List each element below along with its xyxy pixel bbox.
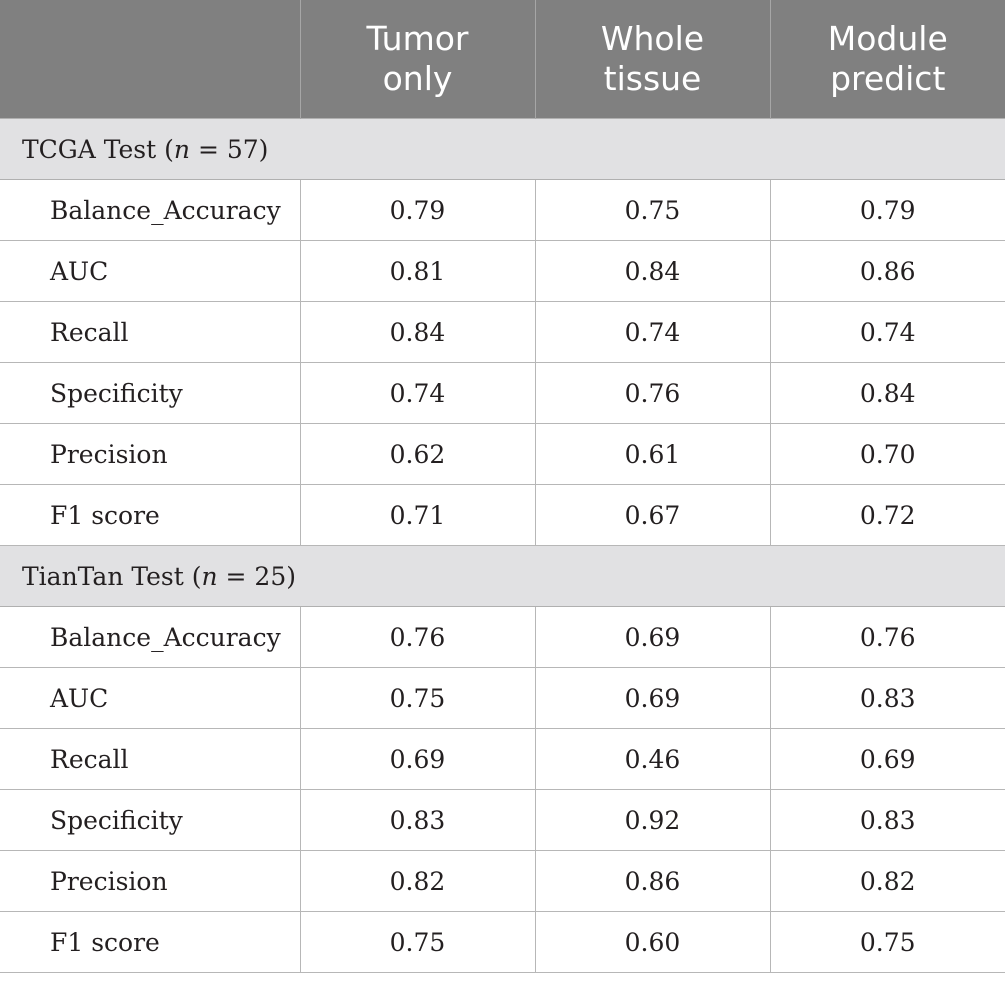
value-tumor-only: 0.82 bbox=[300, 851, 535, 912]
metric-name: Balance_Accuracy bbox=[0, 607, 300, 668]
value-tumor-only: 0.84 bbox=[300, 302, 535, 363]
value-module-predict: 0.70 bbox=[770, 424, 1005, 485]
table-row bbox=[0, 668, 1005, 729]
value-module-predict: 0.72 bbox=[770, 485, 1005, 546]
section-row-tcga bbox=[0, 119, 1005, 180]
table-row bbox=[0, 729, 1005, 790]
section-n-label: n bbox=[201, 561, 218, 591]
value-whole-tissue: 0.61 bbox=[535, 424, 770, 485]
section-row-tiantan bbox=[0, 546, 1005, 607]
section-prefix: TianTan Test ( bbox=[22, 561, 202, 591]
value-module-predict: 0.83 bbox=[770, 790, 1005, 851]
header-line: tissue bbox=[603, 59, 702, 98]
value-whole-tissue: 0.75 bbox=[535, 180, 770, 241]
value-module-predict: 0.86 bbox=[770, 241, 1005, 302]
metric-name: Balance_Accuracy bbox=[0, 180, 300, 241]
section-n-label: n bbox=[173, 134, 190, 164]
value-whole-tissue: 0.60 bbox=[535, 912, 770, 973]
header-module-predict bbox=[770, 0, 1005, 119]
metric-name: Specificity bbox=[0, 363, 300, 424]
value-whole-tissue: 0.69 bbox=[535, 607, 770, 668]
metric-name: F1 score bbox=[0, 912, 300, 973]
value-tumor-only: 0.71 bbox=[300, 485, 535, 546]
value-whole-tissue: 0.74 bbox=[535, 302, 770, 363]
value-whole-tissue: 0.69 bbox=[535, 668, 770, 729]
table-header bbox=[0, 0, 1005, 119]
header-line: Tumor bbox=[366, 19, 469, 58]
table-body bbox=[0, 119, 1005, 973]
value-module-predict: 0.69 bbox=[770, 729, 1005, 790]
header-tumor-only bbox=[300, 0, 535, 119]
section-label bbox=[0, 546, 1005, 607]
value-module-predict: 0.82 bbox=[770, 851, 1005, 912]
table-row bbox=[0, 180, 1005, 241]
value-module-predict: 0.76 bbox=[770, 607, 1005, 668]
table-row bbox=[0, 912, 1005, 973]
value-tumor-only: 0.81 bbox=[300, 241, 535, 302]
value-tumor-only: 0.83 bbox=[300, 790, 535, 851]
value-whole-tissue: 0.86 bbox=[535, 851, 770, 912]
value-module-predict: 0.75 bbox=[770, 912, 1005, 973]
table-row bbox=[0, 851, 1005, 912]
value-tumor-only: 0.69 bbox=[300, 729, 535, 790]
value-whole-tissue: 0.67 bbox=[535, 485, 770, 546]
value-module-predict: 0.84 bbox=[770, 363, 1005, 424]
section-suffix: = 25) bbox=[217, 561, 296, 591]
metric-name: AUC bbox=[0, 668, 300, 729]
table-row bbox=[0, 607, 1005, 668]
value-whole-tissue: 0.92 bbox=[535, 790, 770, 851]
header-line: Module bbox=[827, 19, 948, 58]
metric-name: Precision bbox=[0, 851, 300, 912]
value-module-predict: 0.74 bbox=[770, 302, 1005, 363]
header-empty-cell bbox=[0, 0, 300, 119]
value-whole-tissue: 0.76 bbox=[535, 363, 770, 424]
value-whole-tissue: 0.84 bbox=[535, 241, 770, 302]
section-label bbox=[0, 119, 1005, 180]
metric-name: Specificity bbox=[0, 790, 300, 851]
table-row bbox=[0, 424, 1005, 485]
value-whole-tissue: 0.46 bbox=[535, 729, 770, 790]
table-row bbox=[0, 241, 1005, 302]
table-row bbox=[0, 790, 1005, 851]
header-row bbox=[0, 0, 1005, 119]
metric-name: F1 score bbox=[0, 485, 300, 546]
table-row bbox=[0, 363, 1005, 424]
section-prefix: TCGA Test ( bbox=[22, 134, 174, 164]
metric-name: Precision bbox=[0, 424, 300, 485]
value-tumor-only: 0.76 bbox=[300, 607, 535, 668]
table-row bbox=[0, 302, 1005, 363]
header-line: only bbox=[382, 59, 453, 98]
header-whole-tissue bbox=[535, 0, 770, 119]
value-tumor-only: 0.74 bbox=[300, 363, 535, 424]
metric-name: AUC bbox=[0, 241, 300, 302]
value-module-predict: 0.83 bbox=[770, 668, 1005, 729]
header-line: Whole bbox=[600, 19, 705, 58]
value-module-predict: 0.79 bbox=[770, 180, 1005, 241]
value-tumor-only: 0.79 bbox=[300, 180, 535, 241]
value-tumor-only: 0.75 bbox=[300, 912, 535, 973]
metric-name: Recall bbox=[0, 302, 300, 363]
metric-name: Recall bbox=[0, 729, 300, 790]
section-suffix: = 57) bbox=[190, 134, 269, 164]
value-tumor-only: 0.62 bbox=[300, 424, 535, 485]
header-line: predict bbox=[830, 59, 946, 98]
table-row bbox=[0, 485, 1005, 546]
value-tumor-only: 0.75 bbox=[300, 668, 535, 729]
